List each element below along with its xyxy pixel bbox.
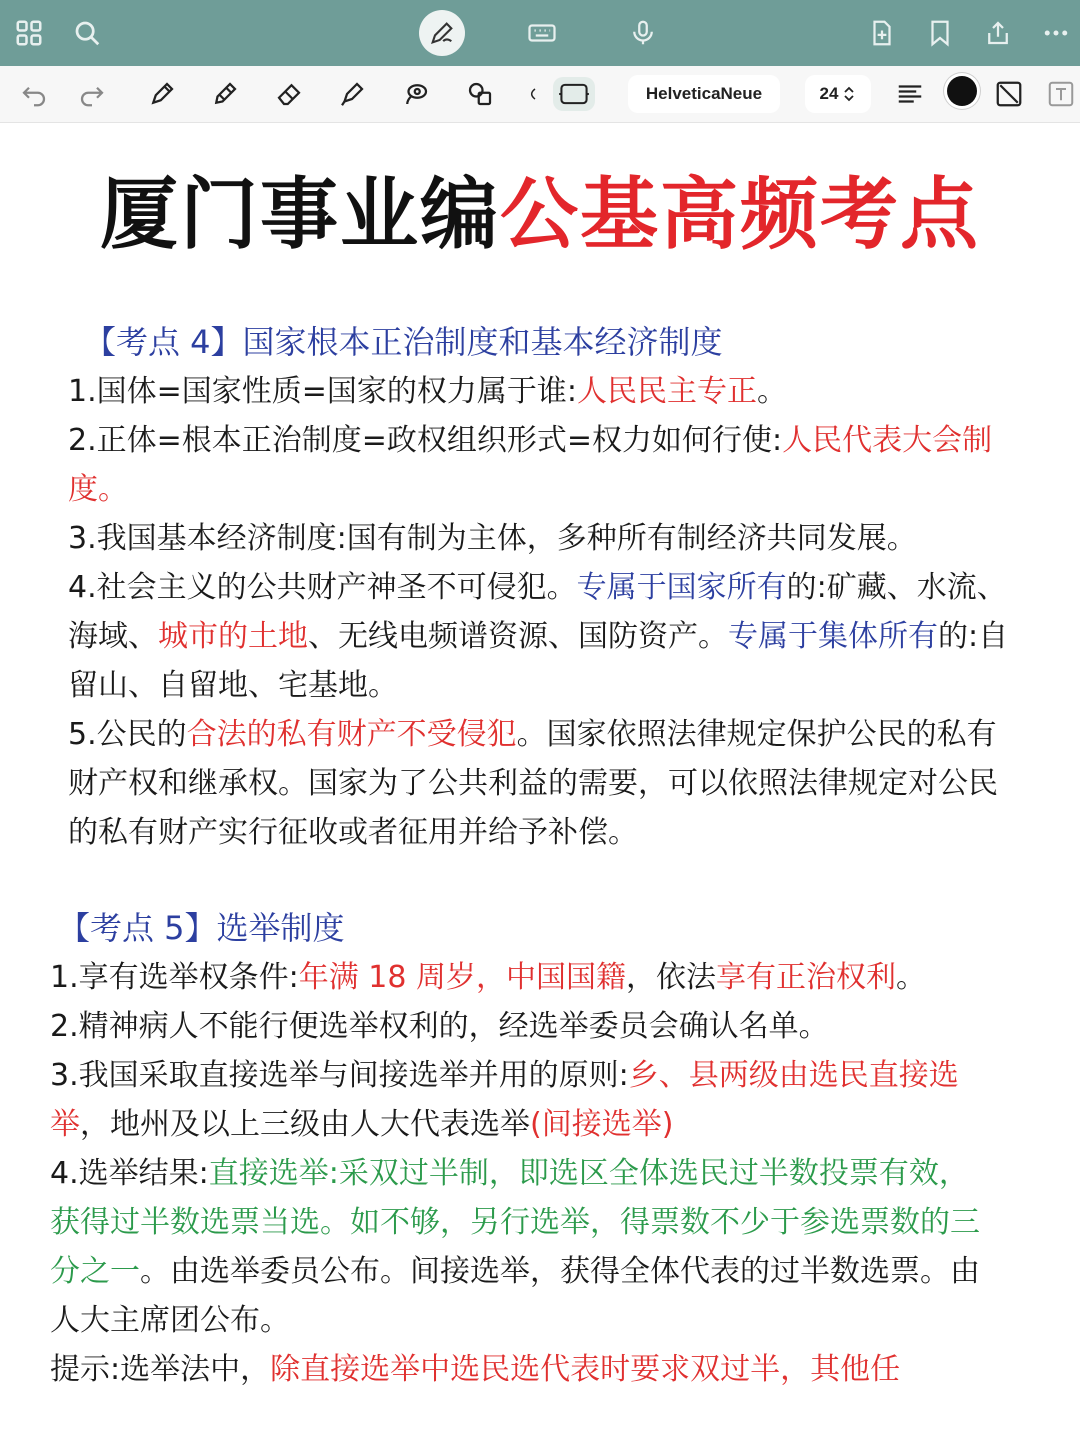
list-item: 1.国体=国家性质=国家的权力属于谁:人民民主专正。 <box>68 374 788 409</box>
title-black-part: 厦门事业编 <box>99 170 500 260</box>
list-item: 4.社会主义的公共财产神圣不可侵犯。专属于国家所有的:矿藏、水流、海域、城市的土地、无线电频谱资源、国防资产。专属于集体所有的:自留山、自留地、宅基地。 <box>68 570 1009 703</box>
pen-icon[interactable] <box>143 75 181 113</box>
text-icon[interactable] <box>1042 75 1080 113</box>
pencil-icon[interactable] <box>206 75 244 113</box>
list-item: 2.精神病人不能行便选举权利的，经选举委员会确认名单。 <box>50 1009 829 1044</box>
color-icon[interactable] <box>947 76 977 106</box>
undo-icon[interactable] <box>15 75 53 113</box>
list-item: 1.享有选举权条件:年满 18 周岁，中国国籍，依法享有正治权利。 <box>50 960 926 995</box>
list-item: 2.正体=根本正治制度=政权组织形式=权力如何行使:人民代表大会制度。 <box>68 423 993 507</box>
more-tools-icon[interactable] <box>520 75 540 113</box>
stepper-chevron-icon <box>842 85 856 103</box>
top-app-bar <box>0 0 1080 66</box>
search-icon[interactable] <box>66 12 108 54</box>
tool-bar <box>0 66 1080 123</box>
font-size-select[interactable] <box>805 75 871 113</box>
section-kaodian-4 <box>0 318 1080 857</box>
list-item: 3.我国基本经济制度:国有制为主体，多种所有制经济共同发展。 <box>68 521 917 556</box>
list-item: 3.我国采取直接选举与间接选举并用的原则:乡、县两级由选民直接选举，地州及以上三级由人大代表选举(间接选举) <box>50 1058 959 1142</box>
grid-icon[interactable] <box>8 12 50 54</box>
section-kaodian-5 <box>0 904 1080 1394</box>
font-size-value: 24 <box>819 84 839 103</box>
text-box-icon[interactable] <box>553 77 595 111</box>
pen-mode-icon[interactable] <box>419 10 465 56</box>
title-red-part: 公基高频考点 <box>500 170 981 260</box>
lasso-icon[interactable] <box>397 75 435 113</box>
section-heading: 【考点 5】选举制度 <box>58 909 345 947</box>
tip-line: 提示:选举法中，除直接选举中选民选代表时要求双过半，其他任 <box>50 1352 901 1387</box>
redo-icon[interactable] <box>73 75 111 113</box>
eraser-icon[interactable] <box>270 75 308 113</box>
section-heading: 【考点 4】国家根本正治制度和基本经济制度 <box>84 323 723 361</box>
bookmark-icon[interactable] <box>919 12 961 54</box>
line-icon[interactable] <box>990 75 1028 113</box>
more-icon[interactable] <box>1035 12 1077 54</box>
highlighter-icon[interactable] <box>333 75 371 113</box>
align-icon[interactable] <box>891 75 929 113</box>
share-icon[interactable] <box>977 12 1019 54</box>
add-page-icon[interactable] <box>861 12 903 54</box>
list-item: 4.选举结果:直接选举:采双过半制，即选区全体选民过半数投票有效，获得过半数选票当选。如不够，另行选举，得票数不少于参选票数的三分之一。由选举委员公布。间接选举，获得全体代表的过半数选票。由人大主席团公布。 <box>50 1156 980 1338</box>
microphone-icon[interactable] <box>622 12 664 54</box>
keyboard-icon[interactable] <box>521 12 563 54</box>
page-title <box>0 160 1080 270</box>
shapes-icon[interactable] <box>461 75 499 113</box>
list-item: 5.公民的合法的私有财产不受侵犯。国家依照法律规定保护公民的私有财产权和继承权。国家为了公共利益的需要，可以依照法律规定对公民的私有财产实行征收或者征用并给予补偿。 <box>68 717 998 850</box>
font-select[interactable]: HelveticaNeue <box>628 75 780 113</box>
